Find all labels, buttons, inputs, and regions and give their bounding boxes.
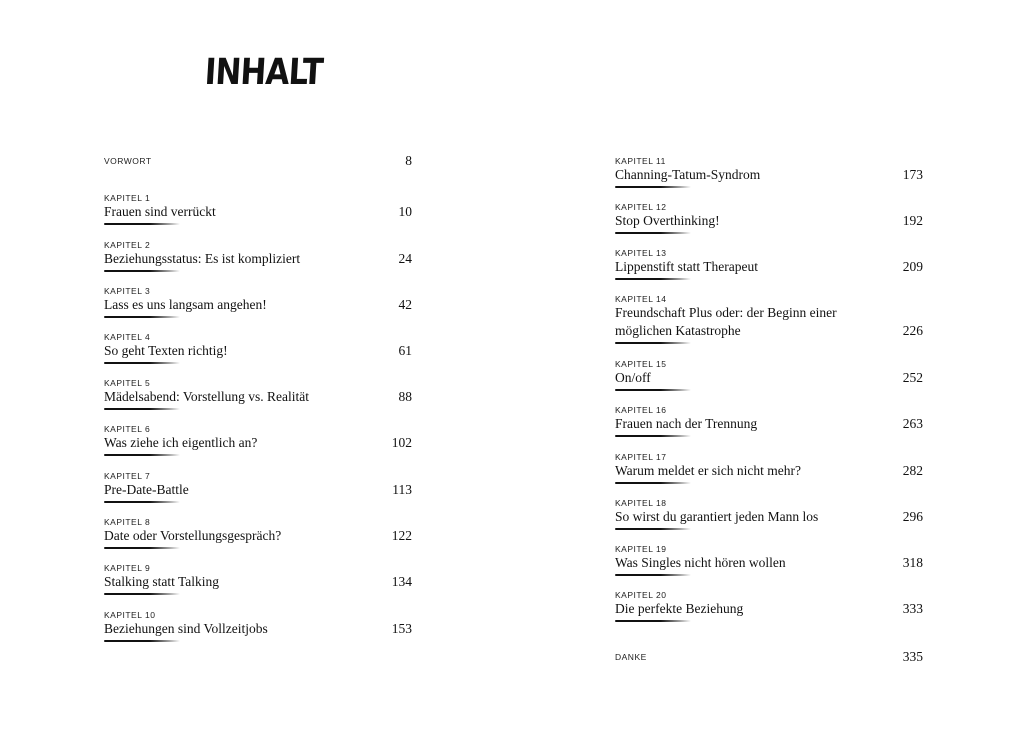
toc-entry[interactable]	[615, 452, 923, 484]
entry-label: KAPITEL 5	[104, 378, 151, 388]
entry-title: Freundschaft Plus oder: der Beginn einer möglichen Katastrophe	[615, 305, 837, 338]
entry-page: 318	[902, 555, 923, 570]
entry-divider	[104, 270, 180, 272]
toc-entry[interactable]	[615, 544, 923, 576]
toc-entry[interactable]	[615, 202, 923, 234]
toc-entry[interactable]	[615, 248, 923, 280]
toc-entry[interactable]	[104, 240, 412, 272]
toc-entry[interactable]	[104, 286, 412, 318]
entry-page: 333	[902, 601, 923, 616]
entry-divider	[104, 593, 180, 595]
entry-page: 296	[902, 509, 923, 524]
entry-label: KAPITEL 13	[615, 248, 667, 258]
entry-page: 173	[902, 167, 923, 182]
entry-page: 153	[391, 621, 412, 636]
page-title: INHALT	[203, 52, 324, 93]
toc-entry[interactable]	[615, 156, 923, 188]
entry-page: 282	[902, 463, 923, 478]
entry-label: KAPITEL 3	[104, 286, 151, 296]
toc-entry[interactable]	[615, 405, 923, 437]
entry-title: On/off	[615, 370, 651, 385]
toc-entry[interactable]	[615, 590, 923, 622]
entry-label: KAPITEL 2	[104, 240, 151, 250]
entry-divider	[615, 186, 691, 188]
entry-divider	[104, 223, 180, 225]
entry-label: KAPITEL 11	[615, 156, 666, 166]
entry-page: 209	[902, 259, 923, 274]
entry-page: 113	[392, 482, 412, 497]
entry-title: So wirst du garantiert jeden Mann los	[615, 509, 819, 524]
entry-divider	[615, 620, 691, 622]
entry-page: 122	[391, 528, 412, 543]
entry-page: 10	[398, 204, 412, 219]
entry-title: Frauen nach der Trennung	[615, 416, 758, 431]
entry-title: Mädelsabend: Vorstellung vs. Realität	[104, 389, 309, 404]
entry-page: 192	[902, 213, 923, 228]
entry-title: Date oder Vorstellungsgespräch?	[104, 528, 282, 543]
entry-page: 102	[391, 435, 412, 450]
entry-title: Beziehungen sind Vollzeitjobs	[104, 621, 268, 636]
entry-title: Warum meldet er sich nicht mehr?	[615, 463, 801, 478]
entry-label: KAPITEL 6	[104, 424, 151, 434]
toc-entry[interactable]	[104, 563, 412, 595]
entry-divider	[615, 528, 691, 530]
entry-page: 226	[902, 323, 923, 338]
entry-title: Lass es uns langsam angehen!	[104, 297, 267, 312]
entry-label: KAPITEL 18	[615, 498, 667, 508]
entry-label: VORWORT	[104, 156, 152, 166]
toc-entry-thanks[interactable]	[615, 648, 923, 666]
toc-entry[interactable]	[615, 359, 923, 391]
toc-entry[interactable]	[615, 498, 923, 530]
entry-title: Lippenstift statt Therapeut	[615, 259, 758, 274]
toc-entry[interactable]	[104, 378, 412, 410]
entry-page: 8	[405, 153, 412, 168]
entry-title: Was ziehe ich eigentlich an?	[104, 435, 258, 450]
entry-label: KAPITEL 8	[104, 517, 151, 527]
entry-divider	[615, 574, 691, 576]
toc-entry[interactable]	[104, 332, 412, 364]
entry-page: 335	[902, 649, 923, 664]
toc-entry-foreword[interactable]	[104, 152, 412, 170]
entry-page: 263	[902, 416, 923, 431]
entry-divider	[615, 482, 691, 484]
entry-page: 24	[398, 251, 412, 266]
entry-divider	[615, 389, 691, 391]
entry-label: KAPITEL 12	[615, 202, 667, 212]
entry-divider	[615, 435, 691, 437]
entry-label: KAPITEL 9	[104, 563, 151, 573]
entry-label: KAPITEL 7	[104, 471, 151, 481]
entry-label: KAPITEL 14	[615, 294, 667, 304]
toc-entry[interactable]	[615, 294, 923, 344]
entry-label: KAPITEL 16	[615, 405, 667, 415]
entry-title: Beziehungsstatus: Es ist kompliziert	[104, 251, 301, 266]
entry-divider	[104, 408, 180, 410]
entry-label: KAPITEL 17	[615, 452, 667, 462]
entry-title: Channing-Tatum-Syndrom	[615, 167, 761, 182]
entry-page: 61	[398, 343, 412, 358]
entry-title: Die perfekte Beziehung	[615, 601, 744, 616]
entry-title: Frauen sind verrückt	[104, 204, 216, 219]
entry-divider	[104, 547, 180, 549]
entry-label: KAPITEL 15	[615, 359, 667, 369]
entry-label: KAPITEL 4	[104, 332, 151, 342]
entry-divider	[104, 454, 180, 456]
entry-divider	[104, 501, 180, 503]
entry-title: Was Singles nicht hören wollen	[615, 555, 786, 570]
entry-page: 134	[391, 574, 412, 589]
entry-divider	[104, 316, 180, 318]
entry-title: Stop Overthinking!	[615, 213, 720, 228]
entry-label: KAPITEL 10	[104, 610, 156, 620]
entry-divider	[104, 362, 180, 364]
entry-divider	[615, 278, 691, 280]
entry-divider	[615, 232, 691, 234]
entry-title: So geht Texten richtig!	[104, 343, 228, 358]
toc-entry[interactable]	[104, 610, 412, 642]
toc-entry[interactable]	[104, 517, 412, 549]
entry-label: KAPITEL 1	[104, 193, 151, 203]
entry-page: 88	[398, 389, 412, 404]
entry-label: DANKE	[615, 652, 647, 662]
entry-divider	[615, 342, 691, 344]
entry-page: 42	[398, 297, 412, 312]
entry-label: KAPITEL 19	[615, 544, 667, 554]
toc-entry[interactable]	[104, 193, 412, 225]
entry-title: Stalking statt Talking	[104, 574, 220, 589]
entry-title: Pre-Date-Battle	[104, 482, 189, 497]
entry-page: 252	[902, 370, 923, 385]
toc-entry[interactable]	[104, 471, 412, 503]
entry-divider	[104, 640, 180, 642]
entry-label: KAPITEL 20	[615, 590, 667, 600]
toc-entry[interactable]	[104, 424, 412, 456]
